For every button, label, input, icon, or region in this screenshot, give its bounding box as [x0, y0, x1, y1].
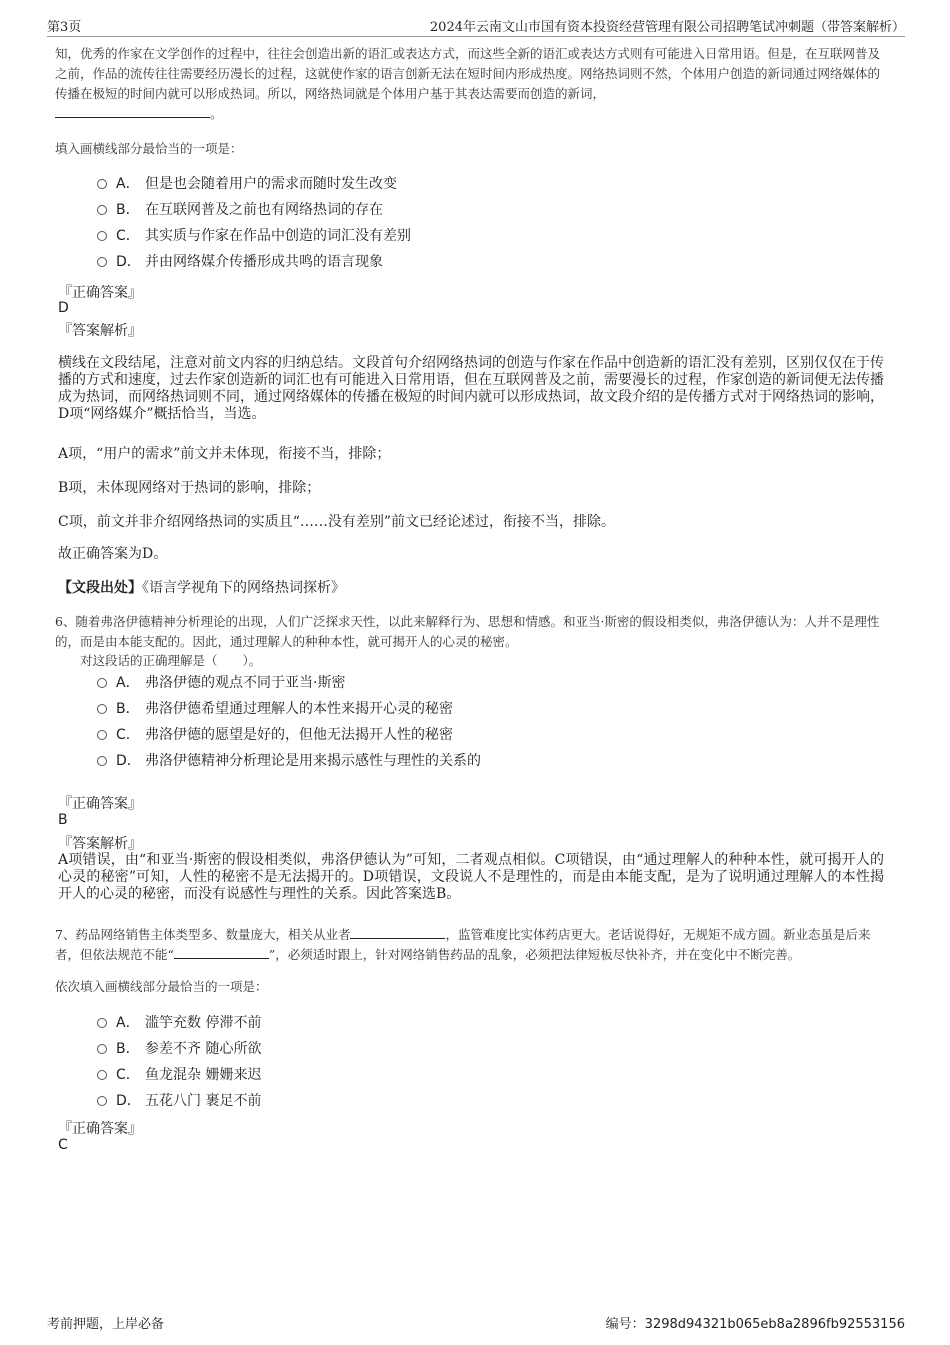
fill-blank-1 [350, 926, 445, 939]
q6-prompt: 对这段话的正确理解是（ ）。 [80, 653, 262, 668]
q7-answer: C [58, 1137, 68, 1153]
radio-icon[interactable] [97, 1096, 107, 1106]
option-letter: C． [116, 228, 140, 244]
radio-icon[interactable] [97, 704, 107, 714]
radio-icon[interactable] [97, 1044, 107, 1054]
option-letter: D． [116, 254, 141, 270]
source-title: 《语言学视角下的网络热词探析》 [142, 580, 345, 596]
q7-answer-label: 『正确答案』 [58, 1121, 142, 1137]
option-text: 鱼龙混杂 姗姗来迟 [145, 1067, 262, 1083]
option-text: 弗洛伊德的愿望是好的，但他无法揭开人性的秘密 [145, 727, 453, 743]
q7-prompt: 依次填入画横线部分最恰当的一项是： [55, 979, 268, 994]
q5-passage [55, 44, 885, 124]
q5-answer-label: 『正确答案』 [58, 285, 142, 301]
q7-stem-part1: 7、药品网络销售主体类型多、数量庞大，相关从业者 [55, 927, 351, 942]
option-letter: B． [116, 202, 140, 218]
q5-conclusion: 故正确答案为D。 [58, 546, 168, 562]
option-text: 五花八门 裹足不前 [145, 1093, 262, 1109]
q5-source [58, 577, 345, 597]
option-letter: A． [116, 176, 140, 192]
q5-note-c: C项，前文并非介绍网络热词的实质且“……没有差别”前文已经论述过，衔接不当，排除。 [58, 514, 616, 530]
option-text: 其实质与作家在作品中创造的词汇没有差别 [145, 228, 411, 244]
q5-prompt: 填入画横线部分最恰当的一项是： [55, 141, 243, 156]
document-title: 2024年云南文山市国有资本投资经营管理有限公司招聘笔试冲刺题（带答案解析） [429, 20, 905, 35]
radio-icon[interactable] [97, 205, 107, 215]
option-letter: D． [116, 753, 141, 769]
option-text: 弗洛伊德希望通过理解人的本性来揭开心灵的秘密 [145, 701, 453, 717]
q7-stem-part2: ，监管难度比实体药店更大。老话说得好，无规矩不成方圆。新业态虽是后来者，但依法规范不能“ [55, 927, 871, 962]
option-letter: B． [116, 1041, 140, 1057]
option-letter: B． [116, 701, 140, 717]
radio-icon[interactable] [97, 179, 107, 189]
q5-analysis: 横线在文段结尾，注意对前文内容的归纳总结。文段首句介绍网络热词的创造与作家在作品中创造新的语汇没有差别，区别仅仅在于传播的方式和速度，过去作家创造新的词汇也有可能进入日常用语，但在互联网普及之前，需要漫长的过程，作家创造的新词便无法传播成为热词，而网络热词则不同，通过网络媒体的传播在极短的时间内就可以形成热词，故文段介绍的是传播方式对于网络热词的影响，D项“网络媒介”概括恰当，当选。 [58, 355, 884, 422]
option-letter: C． [116, 1067, 140, 1083]
option-text: 滥竽充数 停滞不前 [145, 1015, 262, 1031]
radio-icon[interactable] [97, 756, 107, 766]
option-text: 在互联网普及之前也有网络热词的存在 [145, 202, 383, 218]
option-letter: C． [116, 727, 140, 743]
q6-analysis-label: 『答案解析』 [58, 836, 142, 852]
option-letter: D． [116, 1093, 141, 1109]
code-value: 3298d94321b065eb8a2896fb92553156 [644, 1317, 905, 1332]
q5-note-a: A项，“用户的需求”前文并未体现，衔接不当，排除； [58, 446, 391, 462]
radio-icon[interactable] [97, 678, 107, 688]
option-letter: A． [116, 1015, 140, 1031]
q6-answer: B [58, 812, 68, 828]
q5-passage-end: 。 [210, 106, 223, 121]
option-text: 参差不齐 随心所欲 [145, 1041, 262, 1057]
q6-stem: 6、随着弗洛伊德精神分析理论的出现，人们广泛探求天性，以此来解释行为、思想和情感。和亚当·斯密的假设相类似，弗洛伊德认为：人并不是理性的，而是由本能支配的。因此，通过理解人的种种本性，就可揭开人的心灵的秘密。 [55, 614, 880, 649]
option-text: 弗洛伊德精神分析理论是用来揭示感性与理性的关系的 [145, 753, 481, 769]
radio-icon[interactable] [97, 257, 107, 267]
radio-icon[interactable] [97, 730, 107, 740]
fill-blank-2 [174, 946, 269, 959]
option-text: 但是也会随着用户的需求而随时发生改变 [145, 176, 397, 192]
option-text: 弗洛伊德的观点不同于亚当·斯密 [145, 675, 346, 691]
q5-analysis-label: 『答案解析』 [58, 323, 142, 339]
source-label: 【文段出处】 [58, 580, 142, 596]
radio-icon[interactable] [97, 1018, 107, 1028]
page-header [47, 14, 905, 37]
q6-answer-label: 『正确答案』 [58, 796, 142, 812]
footer-code [606, 1313, 905, 1332]
footer-slogan: 考前押题，上岸必备 [47, 1317, 165, 1332]
page-number: 第3页 [47, 20, 82, 35]
q7-stem-part3: ”，必须适时跟上，针对网络销售药品的乱象，必须把法律短板尽快补齐，并在变化中不断完善。 [268, 947, 801, 962]
radio-icon[interactable] [97, 231, 107, 241]
option-letter: A． [116, 675, 140, 691]
q5-passage-text: 知，优秀的作家在文学创作的过程中，往往会创造出新的语汇或表达方式，而这些全新的语汇或表达方式则有可能进入日常用语。但是，在互联网普及之前，作品的流传往往需要经历漫长的过程，这就使作家的语言创新无法在短时间内形成热度。网络热词则不然，个体用户创造的新词通过网络媒体的传播在极短的时间内就可以形成热词。所以，网络热词就是个体用户基于其表达需要而创造的新词， [55, 46, 881, 101]
q7-stem [55, 925, 885, 965]
q5-answer: D [58, 300, 69, 316]
fill-blank [55, 105, 210, 118]
option-text: 并由网络媒介传播形成共鸣的语言现象 [145, 254, 383, 270]
code-label: 编号： [605, 1317, 645, 1332]
radio-icon[interactable] [97, 1070, 107, 1080]
q5-note-b: B项，未体现网络对于热词的影响，排除； [58, 480, 321, 496]
q6-analysis: A项错误，由“和亚当·斯密的假设相类似，弗洛伊德认为”可知，二者观点相似。C项错误，由“通过理解人的种种本性，就可揭开人的心灵的秘密”可知，人性的秘密不是无法揭开的。D项错误，文段说人不是理性的，而是由本能支配，是为了说明通过理解人的本性揭开人的心灵的秘密，而没有说感性与理性的关系。因此答案选B。 [58, 852, 884, 902]
